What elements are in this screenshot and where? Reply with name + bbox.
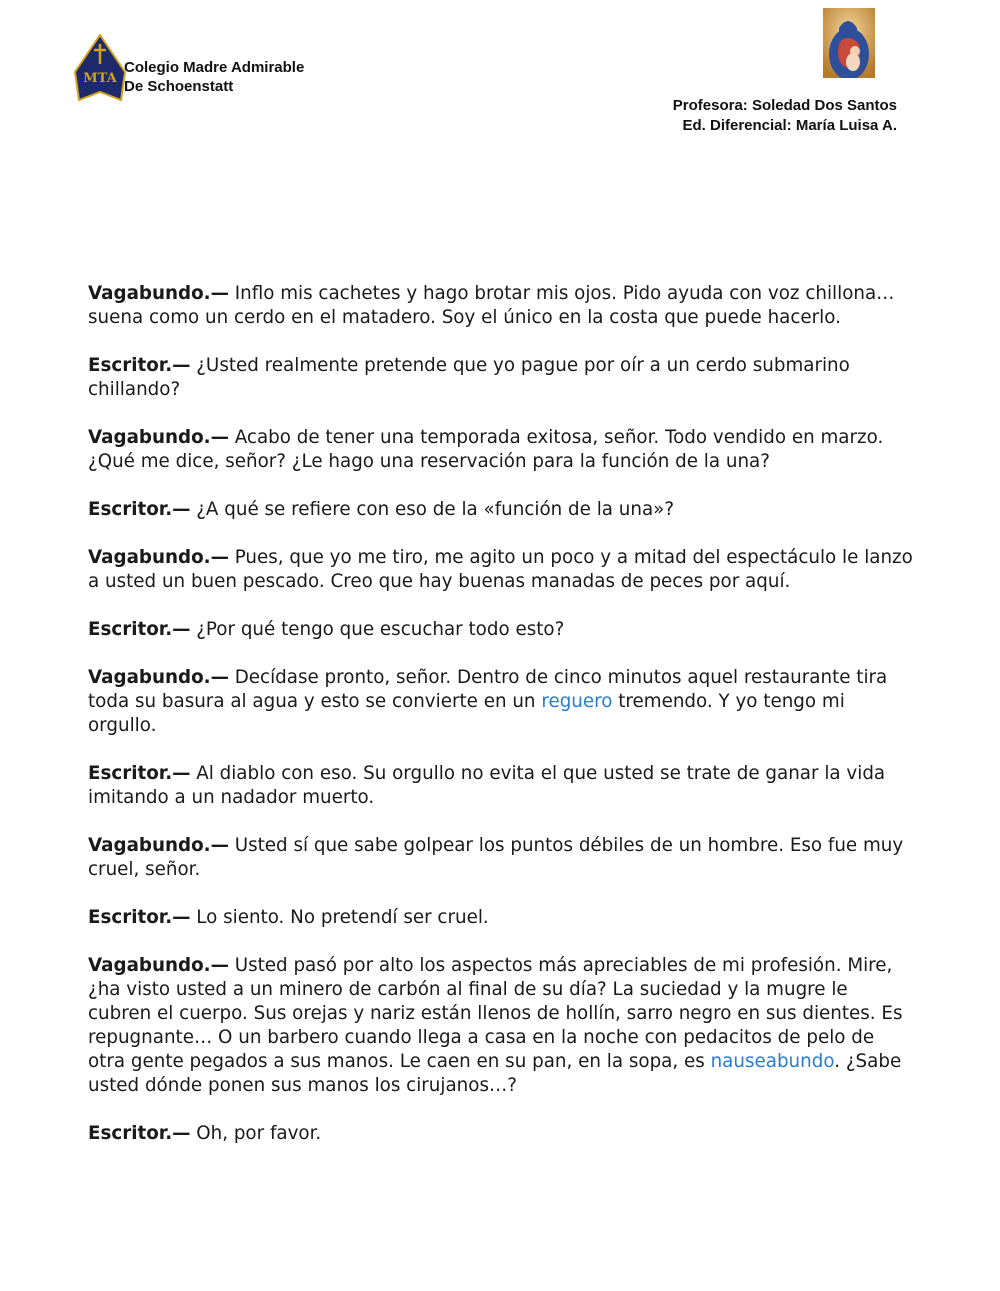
speaker-label: Vagabundo.— bbox=[88, 667, 229, 688]
school-name-line1: Colegio Madre Admirable bbox=[124, 59, 305, 76]
speaker-label: Escritor.— bbox=[88, 1123, 191, 1144]
special-education-teacher: Ed. Diferencial: María Luisa A. bbox=[682, 117, 897, 134]
dialogue-line bbox=[88, 498, 916, 522]
logo-letters: MTA bbox=[83, 71, 117, 86]
glossary-link-nauseabundo[interactable]: nauseabundo bbox=[710, 1051, 835, 1072]
speaker-label: Escritor.— bbox=[88, 619, 191, 640]
dialogue-line bbox=[88, 546, 916, 594]
line-text: Al diablo con eso. Su orgullo no evita el que usted se trate de ganar la vida imitando a un nadador muerto. bbox=[88, 763, 886, 808]
school-name-line2: De Schoenstatt bbox=[124, 78, 234, 95]
dialogue-line bbox=[88, 762, 916, 810]
line-text: Usted sí que sabe golpear los puntos débiles de un hombre. Eso fue muy cruel, señor. bbox=[88, 835, 904, 880]
school-logo bbox=[74, 34, 126, 104]
speaker-label: Escritor.— bbox=[88, 499, 191, 520]
line-text: ¿Por qué tengo que escuchar todo esto? bbox=[190, 619, 565, 640]
teacher-name: Profesora: Soledad Dos Santos bbox=[672, 97, 897, 114]
dialogue-line bbox=[88, 354, 916, 402]
school-name bbox=[124, 58, 304, 96]
speaker-label: Vagabundo.— bbox=[88, 283, 229, 304]
dialogue-line bbox=[88, 1122, 916, 1146]
line-text: tremendo. Y yo tengo mi orgullo. bbox=[88, 691, 845, 736]
glossary-link-reguero[interactable]: reguero bbox=[541, 691, 613, 712]
line-text: Usted pasó por alto los aspectos más apreciables de mi profesión. Mire, ¿ha visto usted a un minero de carbón al final de su día? La suciedad y la mugre le cubren el cuerpo. Sus orejas y nariz están llenos de hollín, sarro negro en sus dientes. Es repugnante… O un barbero cuando llega a casa en la noche con pedacitos de pelo de otra gente pegados a sus manos. Le caen en su pan, en la sopa, es bbox=[88, 955, 903, 1072]
staff-info bbox=[673, 96, 897, 136]
line-text: ¿Usted realmente pretende que yo pague por oír a un cerdo submarino chillando? bbox=[88, 355, 850, 400]
line-text: Acabo de tener una temporada exitosa, señor. Todo vendido en marzo. ¿Qué me dice, señor? ¿Le hago una reservación para la función de la una? bbox=[88, 427, 884, 472]
speaker-label: Vagabundo.— bbox=[88, 427, 229, 448]
dialogue-line bbox=[88, 834, 916, 882]
speaker-label: Escritor.— bbox=[88, 355, 191, 376]
virgin-and-child-portrait-image bbox=[823, 8, 875, 78]
line-text: Oh, por favor. bbox=[190, 1123, 322, 1144]
speaker-label: Escritor.— bbox=[88, 763, 191, 784]
speaker-label: Vagabundo.— bbox=[88, 955, 229, 976]
dialogue-line bbox=[88, 954, 916, 1098]
line-text: Inflo mis cachetes y hago brotar mis ojos. Pido ayuda con voz chillona… suena como un cerdo en el matadero. Soy el único en la costa que puede hacerlo. bbox=[88, 283, 895, 328]
line-text: Decídase pronto, señor. Dentro de cinco minutos aquel restaurante tira toda su basura al agua y esto se convierte en un bbox=[88, 667, 888, 712]
speaker-label: Vagabundo.— bbox=[88, 835, 229, 856]
line-text: ¿A qué se refiere con eso de la «función de la una»? bbox=[190, 499, 675, 520]
dialogue-line bbox=[88, 618, 916, 642]
dialogue-line bbox=[88, 282, 916, 330]
line-text: . ¿Sabe usted dónde ponen sus manos los cirujanos…? bbox=[88, 1051, 902, 1096]
dialogue-line bbox=[88, 906, 916, 930]
line-text: Lo siento. No pretendí ser cruel. bbox=[190, 907, 489, 928]
speaker-label: Escritor.— bbox=[88, 907, 191, 928]
line-text: Pues, que yo me tiro, me agito un poco y a mitad del espectáculo le lanzo a usted un buen pescado. Creo que hay buenas manadas de peces por aquí. bbox=[88, 547, 913, 592]
dialogue-line bbox=[88, 426, 916, 474]
dialogue-text bbox=[88, 282, 916, 1170]
dialogue-line bbox=[88, 666, 916, 738]
speaker-label: Vagabundo.— bbox=[88, 547, 229, 568]
